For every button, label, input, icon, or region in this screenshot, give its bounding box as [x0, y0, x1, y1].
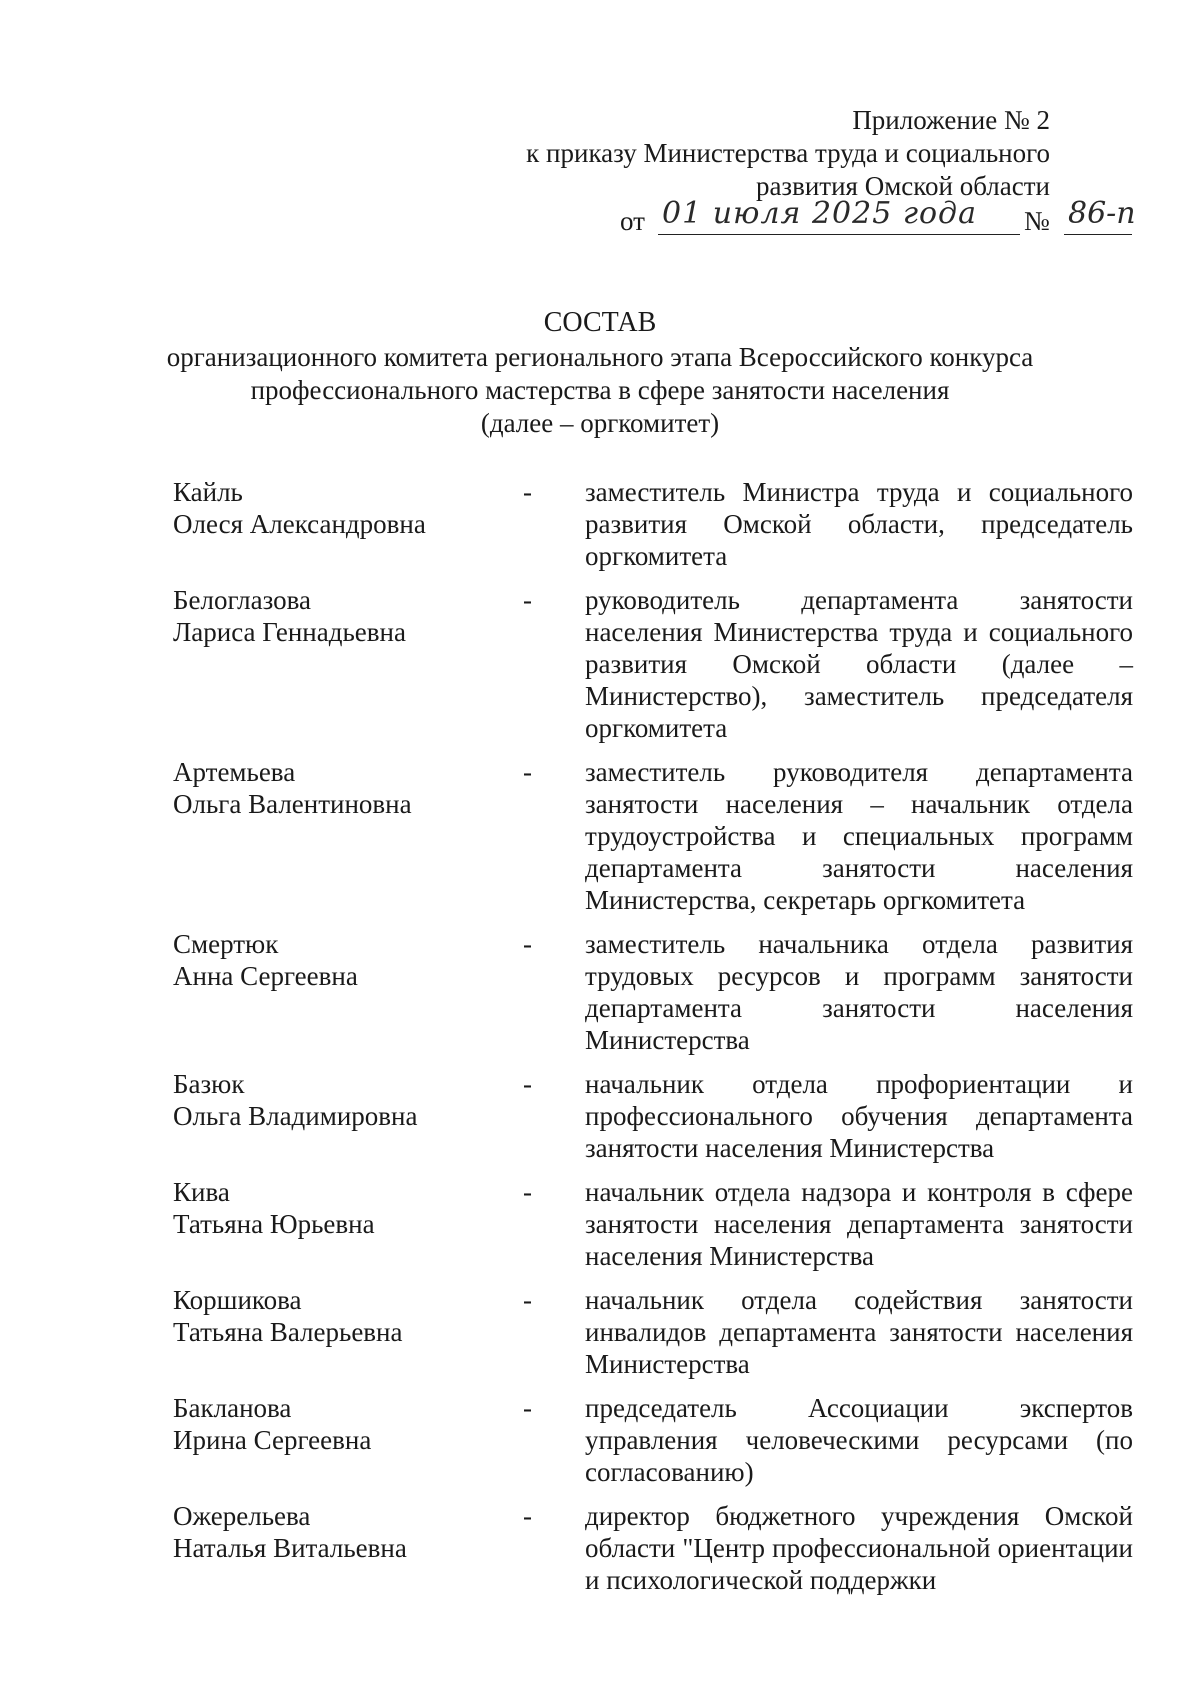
number-field	[1064, 196, 1136, 235]
member-given-names: Наталья Витальевна	[173, 1533, 407, 1563]
member-row	[173, 756, 1133, 928]
number-label: №	[1024, 206, 1050, 236]
annex-header	[526, 104, 1050, 203]
member-role: начальник отдела профориентации и профессионального обучения департамента занятости населения Министерства	[585, 1069, 1133, 1163]
member-row	[173, 1500, 1133, 1608]
member-row	[173, 1176, 1133, 1284]
dash-separator: -	[523, 477, 532, 507]
member-surname: Бакланова	[173, 1393, 292, 1423]
member-given-names: Ольга Владимировна	[173, 1101, 418, 1131]
member-role: заместитель Министра труда и социального развития Омской области, председатель оргкомитета	[585, 477, 1133, 571]
member-name	[173, 1500, 518, 1608]
member-given-names: Татьяна Валерьевна	[173, 1317, 403, 1347]
member-role: директор бюджетного учреждения Омской области "Центр профессиональной ориентации и психологической поддержки	[585, 1501, 1133, 1595]
dash-separator: -	[523, 1177, 532, 1207]
document-heading	[0, 306, 1200, 440]
member-role: заместитель начальника отдела развития трудовых ресурсов и программ занятости департамента занятости населения Министерства	[585, 929, 1133, 1055]
dash-separator: -	[523, 1393, 532, 1423]
member-given-names: Лариса Геннадьевна	[173, 617, 406, 647]
committee-member-list	[173, 476, 1133, 1608]
member-name	[173, 1176, 518, 1284]
member-name	[173, 1392, 518, 1500]
member-name	[173, 756, 518, 928]
member-row	[173, 928, 1133, 1068]
annex-title: Приложение № 2	[852, 105, 1050, 135]
dash-separator: -	[523, 1285, 532, 1315]
member-row	[173, 476, 1133, 584]
member-surname: Смертюк	[173, 929, 279, 959]
handwritten-date: 01 июля 2025 года	[662, 196, 977, 231]
member-surname: Ожерельева	[173, 1501, 311, 1531]
member-role: заместитель руководителя департамента занятости населения – начальник отдела трудоустройства и специальных программ департамента занятости населения Министерства, секретарь оргкомитета	[585, 757, 1133, 915]
member-given-names: Ольга Валентиновна	[173, 789, 412, 819]
member-name	[173, 1284, 518, 1392]
member-given-names: Олеся Александровна	[173, 509, 426, 539]
dash-separator: -	[523, 757, 532, 787]
heading-line-3: (далее – оргкомитет)	[480, 408, 720, 438]
order-date-number-line	[620, 196, 1136, 240]
member-surname: Кайль	[173, 477, 243, 507]
dash-separator: -	[523, 1501, 532, 1531]
dash-separator: -	[523, 929, 532, 959]
member-name	[173, 928, 518, 1068]
member-given-names: Ирина Сергеевна	[173, 1425, 372, 1455]
member-name	[173, 584, 518, 756]
member-given-names: Татьяна Юрьевна	[173, 1209, 375, 1239]
annex-order-ref: к приказу Министерства труда и социального	[526, 138, 1050, 168]
member-row	[173, 1068, 1133, 1176]
from-label: от	[620, 206, 645, 236]
member-name	[173, 1068, 518, 1176]
member-surname: Белоглазова	[173, 585, 312, 615]
member-name	[173, 476, 518, 584]
member-row	[173, 1284, 1133, 1392]
member-surname: Кива	[173, 1177, 230, 1207]
handwritten-number: 86-п	[1068, 196, 1136, 231]
member-role: руководитель департамента занятости населения Министерства труда и социального развития Омской области (далее – Министерство), заместитель председателя оргкомитета	[585, 585, 1133, 743]
member-role: начальник отдела надзора и контроля в сфере занятости населения департамента занятости населения Министерства	[585, 1177, 1133, 1271]
member-surname: Базюк	[173, 1069, 245, 1099]
heading-line-1: организационного комитета регионального этапа Всероссийского конкурса	[166, 342, 1034, 372]
document-title: СОСТАВ	[543, 307, 657, 338]
member-row	[173, 584, 1133, 756]
member-role: председатель Ассоциации экспертов управления человеческими ресурсами (по согласованию)	[585, 1393, 1133, 1487]
member-given-names: Анна Сергеевна	[173, 961, 358, 991]
member-row	[173, 1392, 1133, 1500]
member-role: начальник отдела содействия занятости инвалидов департамента занятости населения Министерства	[585, 1285, 1133, 1379]
member-surname: Коршикова	[173, 1285, 302, 1315]
dash-separator: -	[523, 1069, 532, 1099]
date-field	[658, 196, 1020, 235]
annex-ministry: развития Омской области	[755, 171, 1050, 201]
member-surname: Артемьева	[173, 757, 296, 787]
dash-separator: -	[523, 585, 532, 615]
heading-line-2: профессионального мастерства в сфере занятости населения	[250, 375, 950, 405]
